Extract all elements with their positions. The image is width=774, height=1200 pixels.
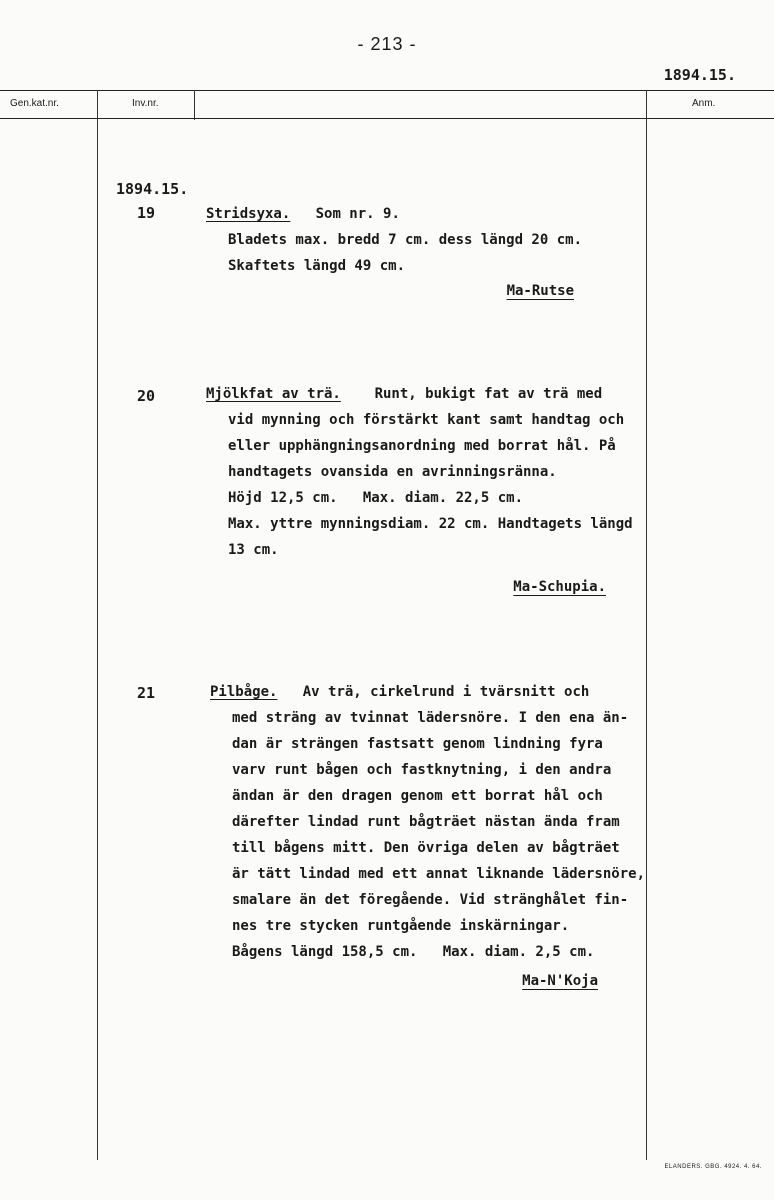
- header-top-rule: [0, 90, 774, 91]
- entry-line: smalare än det föregående. Vid stränghålet fin-: [232, 892, 629, 908]
- inv-number-20: 20: [136, 387, 156, 405]
- entry-line: Höjd 12,5 cm. Max. diam. 22,5 cm.: [228, 490, 524, 506]
- signature-text: Ma-Rutse: [506, 283, 574, 299]
- entry-line: handtagets ovansida en avrinningsränna.: [228, 464, 557, 480]
- inv-number-21: 21: [136, 684, 156, 702]
- page-number: - 213 -: [357, 34, 417, 54]
- entry-line: varv runt bågen och fastknytning, i den andra: [232, 762, 612, 778]
- entry-title: Pilbåge.: [210, 684, 278, 700]
- entry-line: vid mynning och förstärkt kant samt handtag och: [228, 412, 625, 428]
- entry-line: Max. yttre mynningsdiam. 22 cm. Handtagets längd: [228, 516, 633, 532]
- printer-imprint: ELANDERS. GBG. 4924. 4. 64.: [664, 1164, 762, 1170]
- entry-line: Av trä, cirkelrund i tvärsnitt och: [302, 684, 590, 700]
- entry-line: till bågens mitt. Den övriga delen av bågträet: [232, 840, 620, 856]
- entry-line: eller upphängningsanordning med borrat hål. På: [228, 438, 616, 454]
- signature-19: [0, 278, 574, 304]
- entry-line: Bladets max. bredd 7 cm. dess längd 20 cm.: [228, 232, 583, 248]
- col-header-inv: Inv.nr.: [132, 98, 159, 109]
- header-year: 1894.15.: [663, 66, 736, 84]
- inv-number-19: 19: [136, 204, 156, 222]
- entry-20: [206, 381, 633, 563]
- signature-text: Ma-N'Koja: [522, 973, 598, 989]
- entry-line: nes tre stycken runtgående inskärningar.: [232, 918, 570, 934]
- signature-21: [0, 968, 598, 994]
- header-bottom-rule: [0, 118, 774, 119]
- entry-title: Mjölkfat av trä.: [206, 386, 341, 402]
- entry-title: Stridsyxa.: [206, 206, 291, 222]
- entry-line: Runt, bukigt fat av trä med: [374, 386, 603, 402]
- entry-line: ändan är den dragen genom ett borrat hål och: [232, 788, 603, 804]
- column-divider-left: [97, 90, 98, 1160]
- signature-text: Ma-Schupia.: [513, 579, 606, 595]
- col-header-gen-kat: Gen.kat.nr.: [10, 98, 59, 109]
- entry-line: 13 cm.: [228, 542, 279, 558]
- entry-line: Skaftets längd 49 cm.: [228, 258, 406, 274]
- entry-line: är tätt lindad med ett annat liknande lädersnöre,: [232, 866, 646, 882]
- column-divider-header: [194, 90, 195, 120]
- catalog-year: 1894.15.: [116, 180, 189, 198]
- entry-line: Som nr. 9.: [315, 206, 400, 222]
- entry-line: med sträng av tvinnat lädersnöre. I den ena än-: [232, 710, 629, 726]
- entry-21: [210, 679, 645, 965]
- column-divider-right: [646, 90, 647, 1160]
- entry-line: därefter lindad runt bågträet nästan ända fram: [232, 814, 620, 830]
- signature-20: [0, 574, 606, 600]
- entry-line: Bågens längd 158,5 cm. Max. diam. 2,5 cm.: [232, 944, 595, 960]
- entry-19: [206, 201, 582, 279]
- col-header-anm: Anm.: [692, 98, 716, 109]
- entry-line: dan är strängen fastsatt genom lindning fyra: [232, 736, 603, 752]
